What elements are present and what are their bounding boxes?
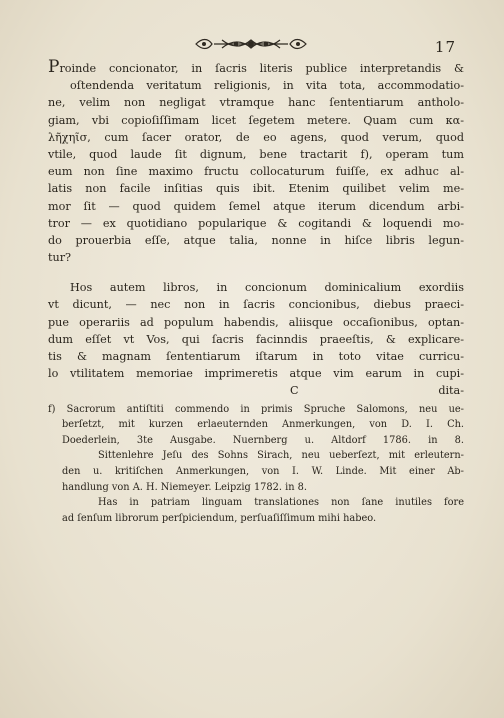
page-number: 17 (434, 38, 456, 56)
text-line: λῆχηῖσ, cum ſacer orator, de eo agens, quod verum, quod (48, 130, 464, 144)
text-line: Proinde concionator, in ſacris literis publice interpretandis & (48, 57, 464, 77)
text-line: vtile, quod laude ſit dignum, bene tractarit f), operam tum (48, 147, 464, 161)
text-line: latis non facile inſitias quis ibit. Etenim quilibet velim me- (48, 182, 464, 196)
footnote-line: den u. kritiſchen Anmerkungen, von I. W. Linde. Mit einer Ab- (62, 465, 464, 477)
footnote-line: berſetzt, mit kurzen erlaeuternden Anmerkungen, von D. I. Ch. (62, 419, 464, 431)
text-line: tis & magnam ſententiarum iſtarum in toto vitae curricu- (48, 350, 464, 363)
drop-cap: P (48, 57, 60, 77)
text-line: vt dicunt, — nec non in ſacris concionibus, diebus praeci- (48, 298, 464, 312)
text-line: Hos autem libros, in concionum dominicalium exordiis (70, 281, 464, 295)
paragraph-2 (48, 279, 464, 399)
footnote-line: Has in patriam linguam translationes non ſane inutiles fore (98, 497, 464, 509)
signature-mark: C (290, 384, 299, 398)
text-line: oſtendenda veritatum religionis, in vita tota, accommodatio- (70, 79, 464, 93)
footnote-line: ad ſenſum librorum perſpiciendum, perſuaſiſſimum mihi habeo. (62, 512, 377, 524)
catchword: dita- (438, 384, 464, 398)
text-line: tur? (48, 251, 72, 265)
text-line: lo vtilitatem memoriae imprimeretis atque vim earum in cupi- (48, 367, 464, 381)
text-line: mor ſit — quod quidem ſemel atque iterum dicendum arbi- (48, 199, 464, 213)
text-line: tror — ex quotidiano popularique & cogitandi & loquendi mo- (48, 216, 464, 230)
footnote (48, 402, 464, 527)
footnote-line: handlung von A. H. Niemeyer. Leipzig 1782. in 8. (62, 481, 308, 493)
footnote-line: f) Sacrorum antiſtiti commendo in primis Spruche Salomons, neu ue- (48, 403, 464, 415)
text-line: giam, vbi copioſiſſimam licet ſegetem metere. Quam cum κα- (48, 113, 464, 127)
text-line: do prouerbia eſſe, atque talia, nonne in hiſce libris legun- (48, 233, 464, 247)
footnote-line: Doederlein, 3te Ausgabe. Nuernberg u. Altdorf 1786. in 8. (62, 434, 464, 446)
text-line: ne, velim non negligat vtramque hanc ſententiarum antholo- (48, 96, 464, 110)
paragraph-1 (48, 57, 464, 266)
page-header (0, 34, 504, 56)
signature-row (48, 382, 464, 399)
text-line: dum eſſet vt Vos, qui ſacris facinndis praeeſtis, & explicare- (48, 332, 464, 346)
footnote-line: Sittenlehre Jeſu des Sohns Sirach, neu ueberſezt, mit erleutern- (98, 450, 464, 462)
ornament-icon (192, 36, 310, 52)
page-body (48, 57, 464, 526)
text-line: eum non ſine maximo fructu collocaturum fuiſſe, ex adhuc al- (48, 165, 464, 179)
text-line: pue operariis ad populum habendis, aliisque occaſionibus, optan- (48, 315, 464, 329)
